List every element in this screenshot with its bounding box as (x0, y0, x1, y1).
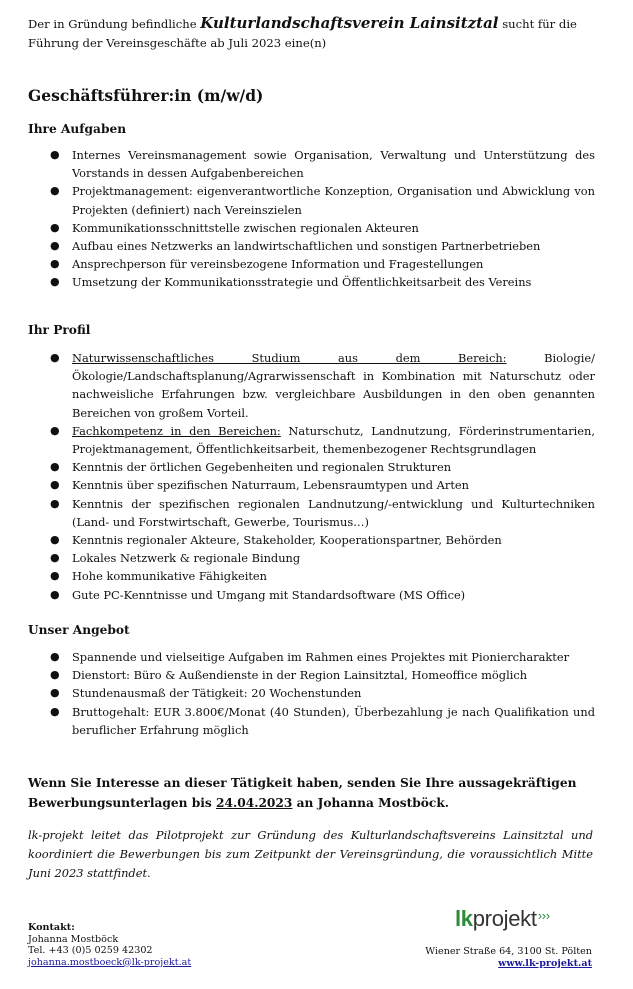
bullet-icon: ● (50, 275, 60, 289)
intro-after: sucht für die Führung der Vereinsgeschäfte ab Juli 2023 eine(n) (28, 17, 577, 50)
bullet-icon: ● (50, 460, 60, 474)
footer-address-block (425, 946, 592, 970)
list-item: ● Projektmanagement: eigenverantwortliche Konzeption, Organisation und Abwicklung von Projekten (definiert) nach Vereinszielen (50, 184, 595, 217)
bullet-icon: ● (50, 423, 60, 437)
list-item: ● Lokales Netzwerk & regionale Bindung (50, 549, 595, 567)
profile-list (50, 349, 595, 604)
list-item: ● Aufbau eines Netzwerks an landwirtschaftlichen und sonstigen Partnerbetrieben (50, 237, 595, 255)
organization-name: Kulturlandschaftsverein Lainsitztal (200, 14, 499, 32)
triple-chevron-icon: ››› (537, 908, 550, 923)
bullet-icon: ● (50, 650, 60, 663)
bullet-icon: ● (50, 704, 60, 718)
bullet-icon: ● (50, 220, 60, 234)
section-heading-tasks: Ihre Aufgaben (28, 122, 127, 136)
bullet-icon: ● (50, 668, 60, 682)
bullet-icon: ● (50, 686, 60, 700)
contact-block (28, 922, 191, 968)
list-item: ● Gute PC-Kenntnisse und Umgang mit Standardsoftware (MS Office) (50, 586, 595, 604)
bullet-icon: ● (50, 551, 60, 565)
list-item: ● Umsetzung der Kommunikationsstrategie und Öffentlichkeitsarbeit des Vereins (50, 273, 595, 291)
website-link[interactable]: www.lk-projekt.at (498, 958, 592, 969)
bullet-icon: ● (50, 478, 60, 492)
bullet-icon: ● (50, 351, 60, 364)
coordination-note: lk-projekt leitet das Pilotprojekt zur Gründung des Kulturlandschaftsvereins Lainsitztal und koordiniert die Bewerbungen bis zum Zeitpunkt der Vereinsgründung, die voraussichtlich Mitte Juni 2023 stattfindet. (28, 828, 593, 880)
list-item: ● Kenntnis der örtlichen Gegebenheiten und regionalen Strukturen (50, 458, 595, 476)
intro-before: Der in Gründung befindliche (28, 17, 201, 31)
bullet-icon: ● (50, 496, 60, 510)
contact-name: Johanna Mostböck (28, 933, 119, 945)
list-item: ● Bruttogehalt: EUR 3.800€/Monat (40 Stunden), Überbezahlung je nach Qualifikation und beruflicher Erfahrung möglich (50, 704, 595, 737)
bullet-icon: ● (50, 257, 60, 271)
job-title: Geschäftsführer:in (m/w/d) (28, 86, 264, 105)
list-item: ● Kenntnis der spezifischen regionalen Landnutzung/-entwicklung und Kulturtechniken (Land- und Forstwirtschaft, Gewerbe, Tourismus…) (50, 496, 595, 529)
bullet-icon: ● (50, 184, 60, 198)
list-item: ● Stundenausmaß der Tätigkeit: 20 Wochenstunden (50, 684, 595, 702)
lk-projekt-logo: lkprojekt››› (455, 906, 550, 931)
section-heading-profile: Ihr Profil (28, 323, 91, 337)
list-item: ● Ansprechperson für vereinsbezogene Information und Fragestellungen (50, 255, 595, 273)
bullet-icon: ● (50, 239, 60, 253)
bullet-icon: ● (50, 587, 60, 601)
list-item: ● Kommunikationsschnittstelle zwischen regionalen Akteuren (50, 219, 595, 237)
bullet-icon: ● (50, 533, 60, 547)
list-item: ● Hohe kommunikative Fähigkeiten (50, 567, 595, 585)
offer-list (50, 648, 595, 739)
deadline-date: 24.04.2023 (216, 796, 293, 810)
list-item: ● Kenntnis über spezifischen Naturraum, Lebensraumtypen und Arten (50, 476, 595, 494)
contact-email-link[interactable]: johanna.mostboeck@lk-projekt.at (28, 956, 192, 968)
list-item: ● Naturwissenschaftliches Studium aus dem Bereich: Biologie/Ökologie/Landschaftsplanung/Agrarwissenschaft in Kombination mit Naturschutz oder nachweisliche Erfahrungen bzw. vergleichbare Ausbildungen in den oben genannten Bereichen von großem Vorteil. (50, 351, 595, 420)
tasks-list (50, 146, 595, 292)
intro-paragraph (28, 14, 603, 53)
contact-label: Kontakt: (28, 922, 75, 933)
address: Wiener Straße 64, 3100 St. Pölten (425, 946, 592, 957)
list-item: ● Kenntnis regionaler Akteure, Stakeholder, Kooperationspartner, Behörden (50, 531, 595, 549)
bullet-icon: ● (50, 148, 60, 161)
list-item: ● Internes Vereinsmanagement sowie Organisation, Verwaltung und Unterstützung des Vorstands in dessen Aufgabenbereichen (50, 148, 595, 181)
list-item: ● Fachkompetenz in den Bereichen: Naturschutz, Landnutzung, Förderinstrumentarien, Projektmanagement, Öffentlichkeitsarbeit, themenbezogener Rechtsgrundlagen (50, 423, 595, 457)
section-heading-offer: Unser Angebot (28, 623, 130, 637)
list-item: ● Dienstort: Büro & Außendienste in der Region Lainsitztal, Homeoffice möglich (50, 666, 595, 684)
bullet-icon: ● (50, 569, 60, 583)
contact-phone: Tel. +43 (0)5 0259 42302 (28, 945, 153, 957)
list-item: ● Spannende und vielseitige Aufgaben im Rahmen eines Projektes mit Pioniercharakter (50, 648, 595, 666)
call-to-action: Wenn Sie Interesse an dieser Tätigkeit haben, senden Sie Ihre aussagekräftigen Bewerbungsunterlagen bis 24.04.2023 an Johanna Mostböck. (28, 776, 577, 810)
